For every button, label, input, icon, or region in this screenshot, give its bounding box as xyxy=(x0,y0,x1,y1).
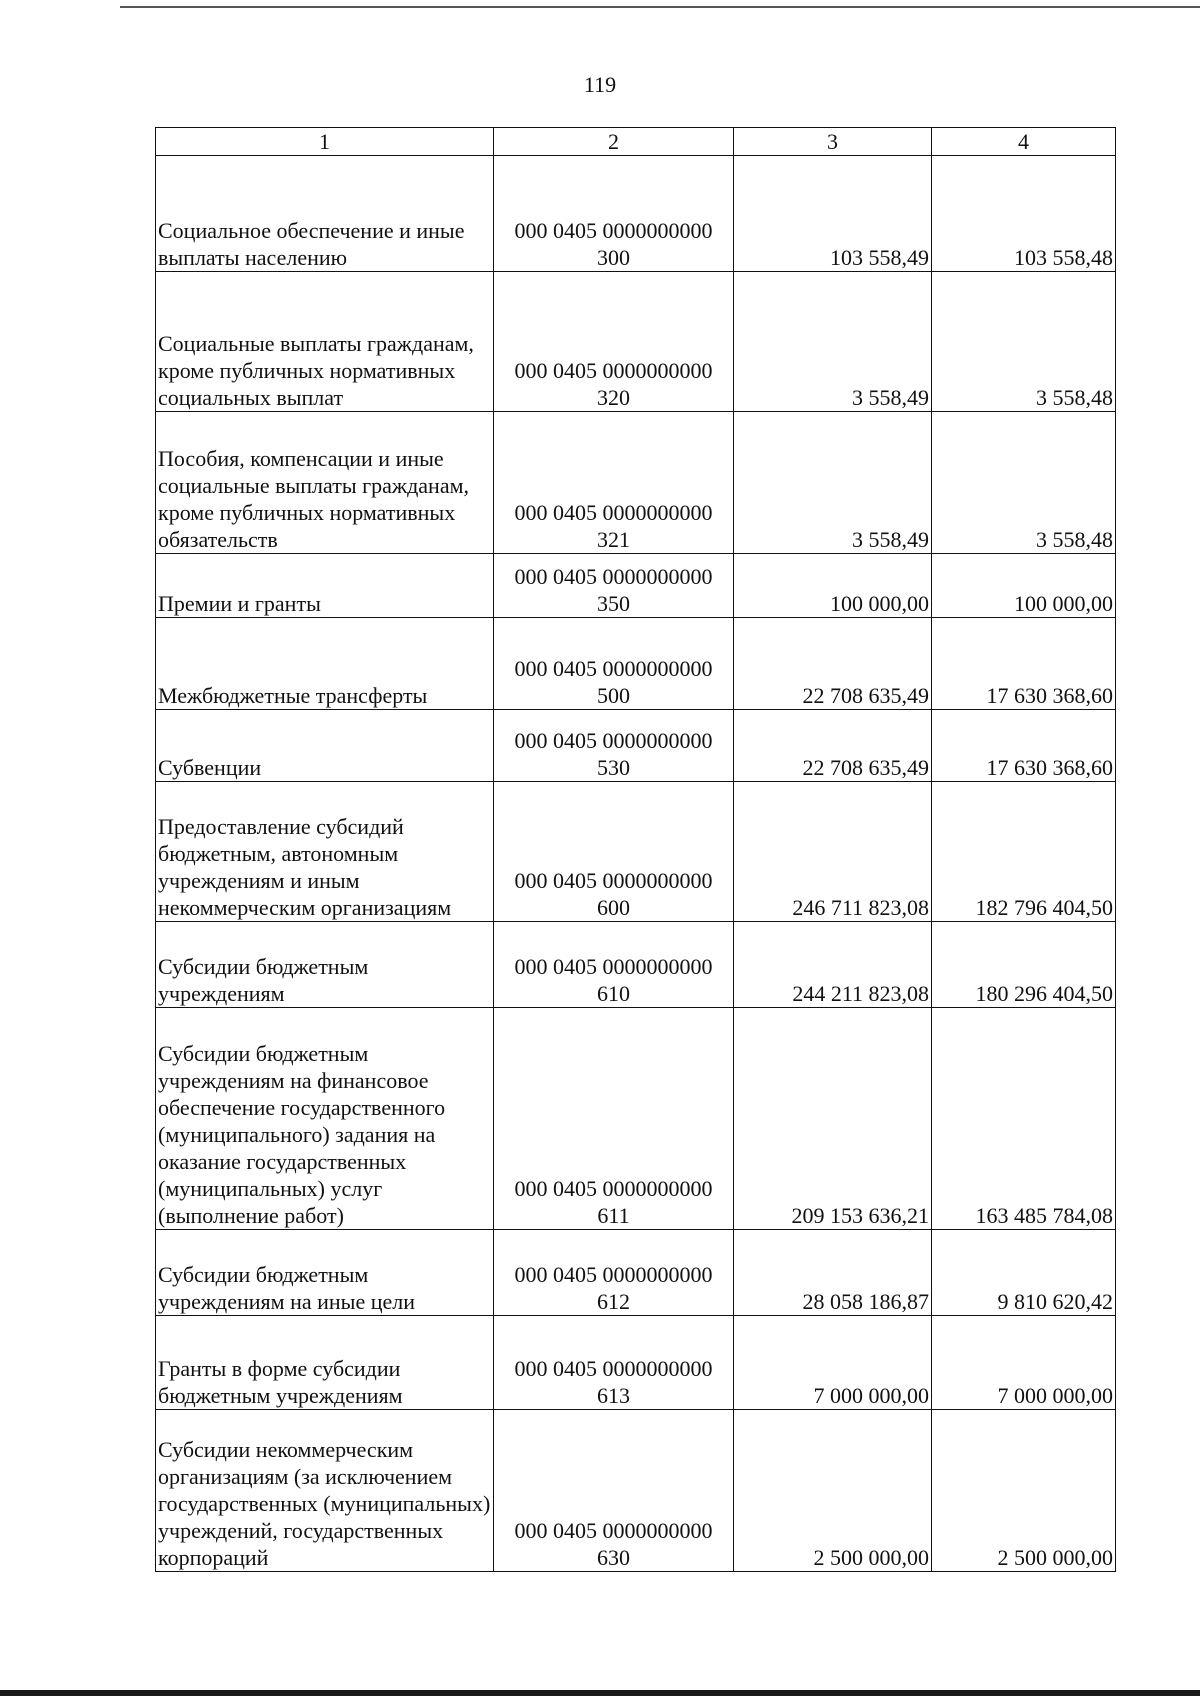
row-code-line1: 000 0405 0000000000 xyxy=(514,1176,713,1201)
row-code-line1: 000 0405 0000000000 xyxy=(514,954,713,979)
row-code-line1: 000 0405 0000000000 xyxy=(514,218,713,243)
row-name: Социальное обеспечение и иные выплаты населению xyxy=(156,156,494,272)
row-col4-value: 7 000 000,00 xyxy=(932,1316,1116,1410)
row-code xyxy=(494,618,734,710)
row-col4-value: 3 558,48 xyxy=(932,272,1116,412)
row-code xyxy=(494,272,734,412)
row-code-line1: 000 0405 0000000000 xyxy=(514,868,713,893)
row-col3-value: 244 211 823,08 xyxy=(734,922,932,1008)
header-col-4: 4 xyxy=(932,128,1116,156)
row-col4-value: 100 000,00 xyxy=(932,554,1116,618)
row-code xyxy=(494,782,734,922)
bottom-scan-edge xyxy=(0,1690,1200,1696)
header-col-3: 3 xyxy=(734,128,932,156)
row-col4-value: 17 630 368,60 xyxy=(932,618,1116,710)
row-code-line1: 000 0405 0000000000 xyxy=(514,728,713,753)
budget-table xyxy=(155,127,1116,1572)
row-col3-value: 2 500 000,00 xyxy=(734,1410,932,1572)
table-row xyxy=(156,156,1116,272)
row-code xyxy=(494,1230,734,1316)
row-code-line2: 300 xyxy=(597,245,630,270)
header-col-2: 2 xyxy=(494,128,734,156)
table-row xyxy=(156,710,1116,782)
row-col3-value: 209 153 636,21 xyxy=(734,1008,932,1230)
table-row xyxy=(156,1410,1116,1572)
row-name: Гранты в форме субсидии бюджетным учреждениям xyxy=(156,1316,494,1410)
row-code xyxy=(494,554,734,618)
row-col4-value: 182 796 404,50 xyxy=(932,782,1116,922)
row-code-line2: 500 xyxy=(597,683,630,708)
page-number: 119 xyxy=(583,72,617,97)
row-code-line1: 000 0405 0000000000 xyxy=(514,358,713,383)
row-col3-value: 3 558,49 xyxy=(734,272,932,412)
row-code xyxy=(494,156,734,272)
row-code-line1: 000 0405 0000000000 xyxy=(514,564,713,589)
row-name: Пособия, компенсации и иные социальные выплаты гражданам, кроме публичных нормативных обязательств xyxy=(156,412,494,554)
row-col4-value: 17 630 368,60 xyxy=(932,710,1116,782)
table-row xyxy=(156,1230,1116,1316)
row-col3-value: 7 000 000,00 xyxy=(734,1316,932,1410)
row-name: Субсидии бюджетным учреждениям xyxy=(156,922,494,1008)
row-code-line2: 630 xyxy=(597,1545,630,1570)
row-name: Социальные выплаты гражданам, кроме публичных нормативных социальных выплат xyxy=(156,272,494,412)
row-code-line2: 320 xyxy=(597,385,630,410)
row-code-line1: 000 0405 0000000000 xyxy=(514,500,713,525)
row-col3-value: 3 558,49 xyxy=(734,412,932,554)
row-code-line2: 612 xyxy=(597,1289,630,1314)
row-code-line2: 613 xyxy=(597,1383,630,1408)
row-code-line1: 000 0405 0000000000 xyxy=(514,1262,713,1287)
table-body xyxy=(156,156,1116,1572)
row-col4-value: 103 558,48 xyxy=(932,156,1116,272)
row-code-line2: 350 xyxy=(597,591,630,616)
row-code-line1: 000 0405 0000000000 xyxy=(514,1356,713,1381)
row-name: Субсидии бюджетным учреждениям на финансовое обеспечение государственного (муниципального) задания на оказание государственных (муниципальных) услуг (выполнение работ) xyxy=(156,1008,494,1230)
row-code-line2: 600 xyxy=(597,895,630,920)
row-code-line1: 000 0405 0000000000 xyxy=(514,656,713,681)
table-row xyxy=(156,618,1116,710)
row-code-line1: 000 0405 0000000000 xyxy=(514,1518,713,1543)
header-col-1: 1 xyxy=(156,128,494,156)
row-col3-value: 246 711 823,08 xyxy=(734,782,932,922)
row-code-line2: 530 xyxy=(597,755,630,780)
row-code-line2: 610 xyxy=(597,981,630,1006)
table-row xyxy=(156,412,1116,554)
table-row xyxy=(156,1008,1116,1230)
row-code xyxy=(494,1410,734,1572)
table-row xyxy=(156,922,1116,1008)
row-name: Предоставление субсидий бюджетным, автономным учреждениям и иным некоммерческим организациям xyxy=(156,782,494,922)
row-col3-value: 103 558,49 xyxy=(734,156,932,272)
table-row xyxy=(156,782,1116,922)
row-name: Субвенции xyxy=(156,710,494,782)
table-row xyxy=(156,554,1116,618)
row-col3-value: 100 000,00 xyxy=(734,554,932,618)
row-name: Субсидии некоммерческим организациям (за исключением государственных (муниципальных) учреждений, государственных корпораций xyxy=(156,1410,494,1572)
row-code-line2: 321 xyxy=(597,527,630,552)
row-name: Премии и гранты xyxy=(156,554,494,618)
row-col3-value: 22 708 635,49 xyxy=(734,618,932,710)
row-code xyxy=(494,1008,734,1230)
row-col4-value: 2 500 000,00 xyxy=(932,1410,1116,1572)
row-code-line2: 611 xyxy=(597,1203,630,1228)
row-code xyxy=(494,1316,734,1410)
table-row xyxy=(156,1316,1116,1410)
row-col4-value: 3 558,48 xyxy=(932,412,1116,554)
row-code xyxy=(494,710,734,782)
row-col4-value: 163 485 784,08 xyxy=(932,1008,1116,1230)
row-code xyxy=(494,412,734,554)
row-name: Субсидии бюджетным учреждениям на иные цели xyxy=(156,1230,494,1316)
table-header xyxy=(156,128,1116,156)
table-row xyxy=(156,272,1116,412)
header-row xyxy=(156,128,1116,156)
row-col4-value: 9 810 620,42 xyxy=(932,1230,1116,1316)
row-col3-value: 28 058 186,87 xyxy=(734,1230,932,1316)
row-code xyxy=(494,922,734,1008)
top-border-line xyxy=(120,6,1200,8)
row-col3-value: 22 708 635,49 xyxy=(734,710,932,782)
row-col4-value: 180 296 404,50 xyxy=(932,922,1116,1008)
row-name: Межбюджетные трансферты xyxy=(156,618,494,710)
